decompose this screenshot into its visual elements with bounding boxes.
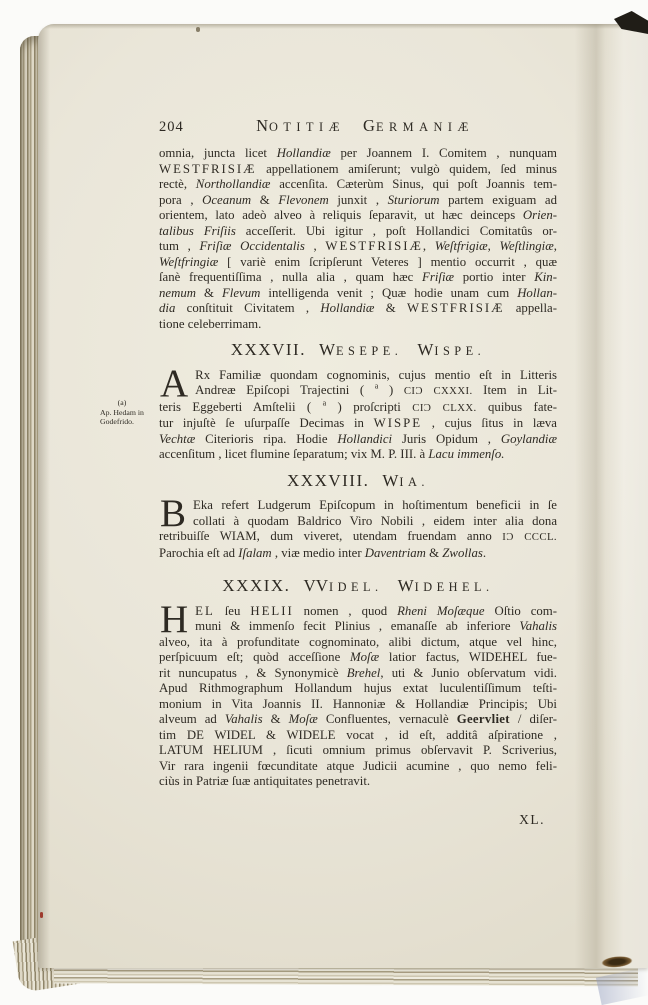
text-line: WESTFRISIÆ appellationem amiſerunt; vulgò quidem, ſed minus — [159, 161, 557, 176]
text-line: accenſitum , licet flumine ſeparatum; vix M. P. III. à Lacu immenſo. — [159, 447, 505, 461]
text-line: Andreæ Epiſcopi Trajectini ( $^a$ ) CIƆ CXXXI. Item in Lit- — [195, 381, 557, 397]
heading-segment: ISPE. — [434, 344, 486, 358]
text-line: omnia, juncta licet Hollandiæ per Joannem I. Comitem , nunquam — [159, 146, 557, 160]
text-line: alveum ad Vahalis & Moſæ Confluentes, vernaculè Geervliet / diſer- — [159, 712, 557, 726]
drop-cap: H — [160, 597, 189, 641]
heading-segment: VV — [303, 576, 328, 595]
text-line: retribuiſſe WIAM, dum viveret, utendam fruendam anno IƆ CCCL. — [159, 529, 557, 543]
margin-note-line: (a) — [117, 398, 127, 407]
heading-segment: G — [363, 116, 375, 135]
text-line: tur injuſtè ſe uſurpaſſe Decimas in WISPE , cujus ſitus in læva — [159, 416, 557, 430]
margin-note-line: Godefrido. — [100, 417, 134, 426]
heading-segment: IDEL. — [329, 580, 383, 594]
text-line: monium in Vita Joannis II. Hannoniæ & Hollandiæ Principis; Ubi — [159, 696, 557, 711]
running-title — [159, 118, 557, 136]
drop-cap: A — [160, 361, 189, 405]
text-line: pora , Oceanum & Flevonem junxit , Sturiorum partem exiguam ad — [159, 192, 557, 207]
text-line: Eka refert Ludgerum Epiſcopum in hoſtimentum beneficii in ſe — [193, 498, 557, 512]
text-line: Parochia eſt ad Iſalam , viæ medio inter Daventriam & Zwollas. — [159, 545, 487, 560]
text-line: Vir rara ingenii fœcunditate atque Judicii acumine , quo nemo feli- — [159, 758, 557, 773]
text-line: Vechtæ Citerioris ripa. Hodie Hollandici Juris Opidum , Goylandiæ — [159, 431, 557, 446]
text-line: orientem, lato adeò alveo à reliquis ſeparavit, ut hæc deinceps Orien- — [159, 208, 557, 222]
text-line: nemum & Flevum intelligenda venit ; Quæ hodie unam cum Hollan- — [159, 285, 557, 300]
text-line: rit nuncupatus , & Synonymicè Brehel, uti & Junio obſervatum vidi. — [159, 665, 557, 680]
text-block — [159, 118, 557, 827]
heading-segment: XXXVII. — [230, 340, 306, 359]
top-edge-speck — [196, 27, 200, 32]
heading-segment: ESEPE. — [336, 344, 403, 358]
text-line: tione celeberrimam. — [159, 316, 262, 331]
text-line: tim DE WIDEL & WIDELE vocat , id eſt, additâ aſpiratione , — [159, 727, 557, 742]
heading-segment: IDEHEL. — [414, 580, 494, 594]
section-heading — [159, 470, 557, 491]
text-line: tum , Friſiæ Occidentalis , WESTFRISIÆ, Weſtfrigiæ, Weſtlingiæ, — [159, 239, 557, 253]
text-line: ſanè frequentiſſima , nulla alia , quam hæc Friſiæ portio inter Kin- — [159, 270, 557, 284]
heading-segment: IA. — [399, 474, 429, 489]
heading-segment: XXXIX. — [222, 576, 291, 595]
text-line: LATUM HELIUM , ſicuti omnium primus obſervavit P. Scriverius, — [159, 743, 557, 757]
text-line: talibus Friſiis acceſſerit. Ubi igitur , poſt Hollandici Comitatûs or- — [159, 223, 557, 238]
text-line: Rx Familiæ quondam cognominis, cujus mentio eſt in Litteris — [195, 367, 557, 382]
text-line: muni & immenſo fecit Plinius , emanaſſe ab inferiore Vahalis — [195, 619, 557, 633]
heading-segment: W — [318, 340, 336, 359]
sections-container — [159, 146, 557, 790]
margin-note-line: Ap. Hedam in — [100, 407, 144, 417]
heading-segment: XXXVIII. — [287, 470, 370, 490]
catchword: XL. — [519, 811, 545, 827]
red-speck — [40, 912, 43, 918]
heading-segment: W — [417, 340, 434, 359]
paragraph — [159, 492, 557, 561]
paragraph — [159, 146, 557, 332]
running-header — [159, 118, 557, 139]
heading-segment: N — [256, 116, 269, 135]
text-line: teris Eggeberti Amſtelii ( $^a$ ) proſcripti CIƆ CLXX. quibus fate- — [159, 398, 557, 414]
section-heading — [159, 578, 557, 596]
text-line: Apud Rithmographum Hollandum hujus extat luculentiſſimum teſti- — [159, 681, 557, 695]
paragraph — [159, 361, 557, 463]
text-line: perſpicuum eſt; quòd acceſſione Moſæ latior factus, WIDEHEL fue- — [159, 650, 557, 664]
paragraph — [159, 597, 558, 790]
text-line: dia conſtituit Civitatem , Hollandiæ & WESTFRISIÆ appella- — [159, 301, 557, 315]
text-line: collati à quodam Baldrico Viro Nobili , eidem inter alia dona — [193, 513, 557, 528]
section-heading — [159, 342, 557, 360]
drop-cap: B — [160, 492, 187, 535]
text-line: ciùs in Patriæ ſuæ antiquitates penetravit. — [159, 774, 371, 788]
heading-segment: W — [382, 470, 399, 490]
margin-note — [100, 398, 158, 427]
heading-segment: W — [397, 576, 414, 595]
heading-segment: ERMANIÆ — [375, 120, 474, 134]
text-line: EL ſeu HELII nomen , quod Rheni Moſæque Oſtio com- — [195, 603, 558, 618]
page-number: 204 — [159, 119, 184, 135]
text-line: Weſtfringiæ [ variè enim ſcripſerunt Veteres ] mentio occurrit , quæ — [159, 254, 557, 269]
text-line: rectè, Northollandiæ accenſita. Cæterùm Sinus, qui poſt Joannis tem- — [159, 177, 557, 191]
heading-segment: OTITIÆ — [269, 120, 346, 134]
text-line: alveo, ita à profunditate cognominato, alibi dictum, atque vel hinc, — [159, 634, 557, 649]
